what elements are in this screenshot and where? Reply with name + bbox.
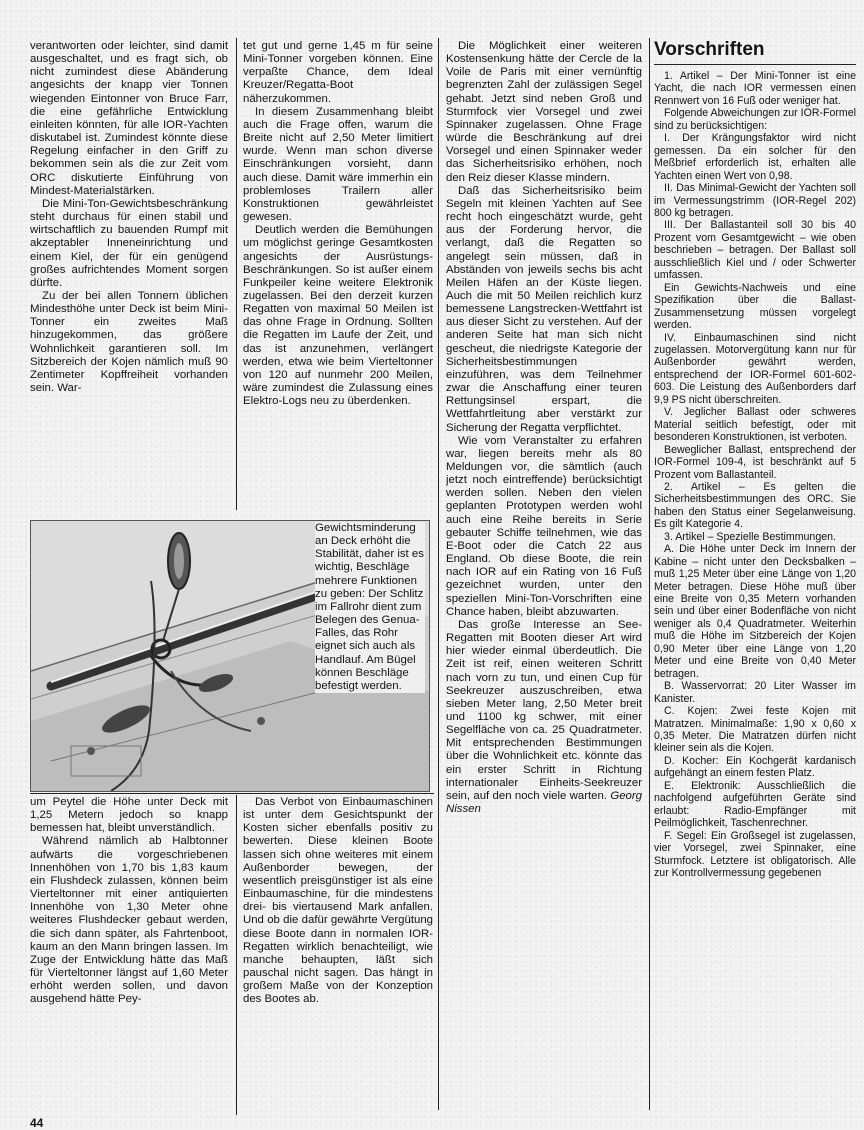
paragraph: um Peytel die Höhe unter Deck mit 1,25 Metern jedoch so knapp bemessen hat, bleibt unverständlich.	[30, 796, 228, 835]
paragraph: In diesem Zusammenhang bleibt auch die Frage offen, warum die Breite nicht auf 2,50 Meter limitiert wurde. Wenn man schon diverse Einschränkungen vorsieht, dann auch diese. Damit wäre immerhin ein problemloses Trailern aller Konstruktionen gewährleistet gewesen.	[243, 105, 433, 224]
rule-paragraph: D. Kocher: Ein Kochgerät kardanisch aufgehängt an einem festen Platz.	[654, 754, 856, 780]
paragraph: Deutlich werden die Bemühungen um möglichst geringe Gesamtkosten angesichts der Ausrüstungs-Beschränkungen. So ist außer einem Funkpeiler keine weitere Elektronik zugelassen. Bei den derzeit kurzen Regatten von maximal 50 Meilen ist das ohne Frage in Ordnung. Sollten die Regatten im Laufe der Zeit, und das ist anzunehmen, verlängert werden, etwa wie beim Vierteltonner von 120 auf nunmehr 200 Meilen, wäre zumindest die Zulassung eines Elektro-Logs neu zu überdenken.	[243, 224, 433, 408]
rule-paragraph: 1. Artikel – Der Mini-Tonner ist eine Yacht, die nach IOR vermessen einen Rennwert von 16 Fuß oder weniger hat.	[654, 70, 856, 107]
paragraph: Während nämlich ab Halbtonner aufwärts die vorgeschriebenen Innenhöhen von 1,70 bis 1,83 kaum ein Flushdeck zulassen, können beim Vierteltonner mit einer antiquierten Innenhöhe von 1,30 Meter ohne weiteres Flushdecker gebaut werden, die sich dann später, als Fahrtenboot, kaum an den Mann bringen lassen. Im Zuge der Entwicklung hätte das Maß für Vierteltonner längst auf 1,60 Meter erhöht werden sollen, und davon ausgehend hätte Pey-	[30, 835, 228, 1006]
sidebar-title-box	[654, 38, 856, 65]
column-2-top	[243, 40, 433, 512]
rule-paragraph: III. Der Ballastanteil soll 30 bis 40 Prozent vom Gesamtgewicht – wie oben beschrieben – betragen. Der Ballast soll ausschließlich Kiel und / oder Schwerter umfassen.	[654, 219, 856, 282]
paragraph: verantworten oder leichter, sind damit ausgeschaltet, und es fragt sich, ob nicht zumindest diese Abänderung angesichts der knapp vier Tonnen wiegenden Eintonner von Bruce Farr, die eine gefährliche Entwicklung einleiten könnten, für alle IOR-Yachten diskutabel ist. Zumindest könnte diese Regelung einfacher in den Griff zu bekommen sein als die zur Zeit vom ORC diskutierte Einführung von Mindest-Materialstärken.	[30, 40, 228, 197]
column-divider	[649, 38, 650, 1110]
rule-paragraph: 3. Artikel – Spezielle Bestimmungen.	[664, 530, 836, 543]
rule-paragraph: V. Jeglicher Ballast oder schweres Material seitlich befestigt, oder mit besonderen Konstruktionen, ist verboten.	[654, 406, 856, 444]
column-1-bottom	[30, 796, 228, 1108]
page-number: 44	[30, 1116, 44, 1130]
rule-paragraph: B. Wasservorrat: 20 Liter Wasser im Kanister.	[654, 680, 856, 705]
rule-paragraph: II. Das Minimal-Gewicht der Yachten soll im Vermessungstrimm (IOR-Regel 202) 800 kg betragen.	[654, 182, 856, 219]
rule-paragraph: C. Kojen: Zwei feste Kojen mit Matratzen. Minimalmaße: 1,90 x 0,60 x 0,35 Meter. Die Matratzen dürfen nicht kleiner sein als die Kojen.	[654, 705, 856, 755]
rule-paragraph: 2. Artikel – Es gelten die Sicherheitsbestimmungen des ORC. Sie haben den Status einer Segelanweisung. Es gilt Kategorie 4.	[654, 480, 856, 531]
author-name: Georg Nissen	[446, 789, 642, 816]
rule-paragraph: I. Der Krängungsfaktor wird nicht gemessen. Da ein solcher für den Meßbrief erforderlich ist, erhalten alle Yachten einen Wert von 0,98.	[654, 132, 856, 182]
rule-paragraph: Ein Gewichts-Nachweis und eine Spezifikation über die Ballast-Zusammensetzung müssen vorgelegt werden.	[654, 281, 856, 332]
rule-paragraph: A. Die Höhe unter Deck im Innern der Kabine – nicht unter den Decksbalken – muß 1,25 Meter über eine Länge von 1,20 Meter betragen. Diese Höhe muß über eine Breite von 0,35 Metern vorhanden sein und über einer Bodenfläche von nicht weniger als 0,4 Quadratmeter. Weiterhin muß die Höhe im Sitzbereich der Kojen 0,90 Meter über eine Länge von 1,20 Meter und eine Breite von 0,40 Meter betragen.	[654, 543, 856, 680]
column-divider	[438, 38, 439, 1110]
column-2-bottom	[243, 796, 433, 1108]
paragraph	[446, 619, 642, 816]
section-divider	[30, 793, 434, 794]
paragraph: Die Möglichkeit einer weiteren Kostensenkung hätte der Cercle de la Voile de Paris mit einer vernünftig begrenzten Zahl der zulässigen Segel gehabt. Jetzt sind neben Groß und Sturmfock vier Vorsegel und zwei Spinnaker zugelassen. Ohne Frage würde die Beschränkung auf drei Vorsegel und einen Spinnaker weder das Sicherheitsrisiko erhöhen, noch den Reiz dieser Klasse mindern.	[446, 40, 642, 184]
rule-paragraph: F. Segel: Ein Großsegel ist zugelassen, vier Vorsegel, zwei Spinnaker, eine Sturmfock. Letztere ist obligatorisch. Alle zur Kontrollvermessung gegebenen	[654, 829, 856, 879]
paragraph: Die Mini-Ton-Gewichtsbeschränkung steht durchaus für einen stabil und wirtschaftlich zu bauenden Rumpf mit akzeptabler Inneneinrichtung und einem Kiel, der für ein genügend großes aufrichtendes Moment sorgen dürfte.	[30, 197, 228, 289]
paragraph: Wie vom Veranstalter zu erfahren war, liegen bereits mehr als 80 Meldungen vor, die sämtlich (auch jetzt noch eintreffende) berücksichtigt werden sollen. Neben den vielen geplanten Prototypen werden wohl auch eine Reihe bereits in Serie gebauter Schiffe teilnehmen, wie das E-Boot oder die Catch 22 aus England. Ob diese Boote, die rein nach IOR auf ein Rating von 16 Fuß gezeichnet wurden, unter den speziellen Mini-Ton-Vorschriften eine Chance haben, bleibt abzuwarten.	[446, 434, 642, 618]
rule-paragraph: Folgende Abweichungen zur IOR-Formel sind zu berücksichtigen:	[654, 107, 856, 132]
column-divider	[236, 795, 237, 1115]
sidebar-rules	[654, 70, 856, 1112]
rule-paragraph: Beweglicher Ballast, entsprechend der IOR-Formel 109-4, ist beschränkt auf 5 Prozent vom Ballastanteil.	[654, 443, 856, 481]
photo-caption: Gewichtsminderung an Deck erhöht die Stabilität, daher ist es wichtig, Beschläge mehrere Funktionen zu geben: Der Schlitz im Fallrohr dient zum Belegen des Genua-Falles, das Rohr eignet sich auch als Handlauf. Am Bügel können Beschläge befestigt werden.	[315, 522, 424, 692]
column-divider	[236, 38, 237, 510]
paragraph: Daß das Sicherheitsrisiko beim Segeln mit kleinen Yachten auf See recht hoch eingeschätzt wurde, geht aus der Forderung hervor, die verlangt, daß die Regatten so angelegt sein müssen, daß in Abständen von jeweils sechs bis acht Meilen Häfen an der Küste liegen. Auch die mit 50 Meilen reichlich kurz bemessene Langstrecken-Wettfahrt ist aus dieser Sicht zu verstehen. Auf der anderen Seite hat man sich nicht gescheut, die niedrigste Kategorie der Sicherheitsbestimmungen einzuführen, was dem Teilnehmer zwar die Anschaffung einer teuren Rettungsinsel erspart, die Wettfahrtleitung aber verstärkt zur Sicherung der Regatta verpflichtet.	[446, 184, 642, 434]
column-3	[446, 40, 642, 1112]
sidebar-title: Vorschriften	[654, 39, 765, 60]
paragraph: Zu der bei allen Tonnern üblichen Mindesthöhe unter Deck ist beim Mini-Tonner ein zweites Maß hinzugekommen, das größere Wohnlichkeit garantieren soll. Im Sitzbereich der Kojen nämlich muß 90 Zentimeter Kopffreiheit vorhanden sein. War-	[30, 289, 228, 395]
rule-paragraph: E. Elektronik: Ausschließlich die nachfolgend aufgeführten Geräte sind erlaubt: Radio-Empfänger mit Peilmöglichkeit, Taschenrechner.	[654, 779, 856, 830]
paragraph-text: Das große Interesse an See-Regatten mit Booten dieser Art wird hier wieder einmal überdeutlich. Die Zeit ist reif, einen weiteren Schritt nach vorn zu tun, und einen Cup für Seekreuzer auszuschreiben, etwa sieben Meter lang, 2,50 Meter breit und 1100 kg schwer, mit einer Segelfläche von ca. 25 Quadratmeter. Mit entsprechenden Bestimmungen über die Wohnlichkeit etc. könnte das ein erster Schritt in Richtung internationaler Einheits-Seekreuzer sein, auf den noch viele warten.	[446, 618, 642, 802]
paragraph: Das Verbot von Einbaumaschinen ist unter dem Gesichtspunkt der Kosten sicher ebenfalls positiv zu bewerten. Diese kleinen Boote lassen sich ohne weiteres mit einem Außenborder bewegen, der wesentlich preisgünstiger ist als eine Einbaumaschine, für die mindestens drei- bis viertausend Mark anfallen. Und ob die dafür gewährte Vergütung diese Boote dann in normalen IOR-Regatten wirklich benachteiligt, wie manche behaupten, läßt sich pauschal nicht sagen. Das hängt in großem Maße von der Konzeption des Bootes ab.	[243, 796, 433, 1006]
paragraph: tet gut und gerne 1,45 m für seine Mini-Tonner vorgeben können. Eine verpaßte Chance, dem Ideal Kreuzer/Regatta-Boot näherzukommen.	[243, 40, 433, 105]
rule-paragraph: IV. Einbaumaschinen sind nicht zugelassen. Motorvergütung kann nur für Außenborder gewährt werden, entsprechend der IOR-Formel 601-602-603. Die Leistung des Außenborders darf 9,9 PS nicht überschreiten.	[654, 331, 856, 406]
column-1-top	[30, 40, 228, 512]
